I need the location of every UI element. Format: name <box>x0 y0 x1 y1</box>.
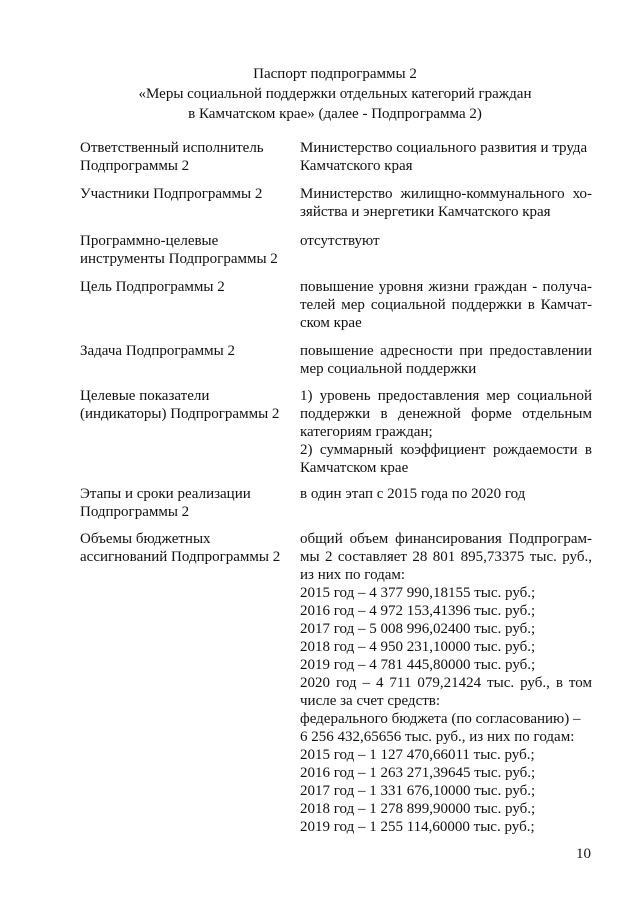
row-value <box>300 342 592 378</box>
row-label <box>80 387 292 423</box>
value-line: 2019 год – 4 781 445,80000 тыс. руб.; <box>300 657 536 673</box>
row-label <box>80 139 292 175</box>
label-line: (индикаторы) Подпрограммы 2 <box>80 406 280 422</box>
value-line: повышение уровня жизни граждан - получа- <box>300 279 592 295</box>
label-line: ассигнований Подпрограммы 2 <box>80 549 281 565</box>
value-line: 1) уровень предоставления мер социальной <box>300 388 592 404</box>
value-line: мер социальной поддержки <box>300 361 477 377</box>
row-label <box>80 530 292 566</box>
value-line: общий объем финансирования Подпрограм- <box>300 531 592 547</box>
value-line: в один этап с 2015 года по 2020 год <box>300 486 526 502</box>
value-line: Министерство социального развития и труда <box>300 140 588 156</box>
label-line: Подпрограммы 2 <box>80 158 190 174</box>
value-line: числе за счет средств: <box>300 693 441 709</box>
row-label <box>80 342 292 360</box>
row-label <box>80 485 292 521</box>
value-line: федерального бюджета (по согласованию) – <box>300 711 581 727</box>
value-line: 6 256 432,65656 тыс. руб., из них по годам: <box>300 729 575 745</box>
value-line: 2015 год – 4 377 990,18155 тыс. руб.; <box>300 585 536 601</box>
value-line: 2017 год – 1 331 676,10000 тыс. руб.; <box>300 783 536 799</box>
page-number: 10 <box>576 846 591 862</box>
label-line: Целевые показатели <box>80 388 210 404</box>
row-label <box>80 278 292 296</box>
label-line: Объемы бюджетных <box>80 531 211 547</box>
title-line: «Меры социальной поддержки отдельных категорий граждан <box>138 86 532 102</box>
row-value <box>300 387 592 477</box>
title-line: в Камчатском крае» (далее - Подпрограмма 2) <box>188 106 482 122</box>
value-line: телей мер социальной поддержки в Камчат- <box>300 297 592 313</box>
label-line: Этапы и сроки реализации <box>80 486 251 502</box>
label-line: Участники Подпрограммы 2 <box>80 186 263 202</box>
value-line: 2019 год – 1 255 114,60000 тыс. руб.; <box>300 819 535 835</box>
value-line: из них по годам: <box>300 567 406 583</box>
row-label <box>80 185 292 203</box>
value-line: 2015 год – 1 127 470,66011 тыс. руб.; <box>300 747 535 763</box>
label-line: Задача Подпрограммы 2 <box>80 343 235 359</box>
value-line: категориям граждан; <box>300 424 433 440</box>
value-line: зяйства и энергетики Камчатского края <box>300 204 551 220</box>
title-line: Паспорт подпрограммы 2 <box>253 66 417 82</box>
value-line: Камчатском крае <box>300 460 409 476</box>
label-line: Подпрограммы 2 <box>80 504 190 520</box>
value-line: 2018 год – 4 950 231,10000 тыс. руб.; <box>300 639 536 655</box>
value-line: поддержки в денежной форме отдельным <box>300 406 592 422</box>
row-value <box>300 185 592 221</box>
value-line: отсутствуют <box>300 233 380 249</box>
label-line: инструменты Подпрограммы 2 <box>80 251 278 267</box>
value-line: 2018 год – 1 278 899,90000 тыс. руб.; <box>300 801 536 817</box>
value-line: Министерство жилищно-коммунального хо- <box>300 186 592 202</box>
row-value <box>300 278 592 332</box>
label-line: Ответственный исполнитель <box>80 140 264 156</box>
value-line: 2020 год – 4 711 079,21424 тыс. руб., в том <box>300 675 592 691</box>
value-line: 2016 год – 1 263 271,39645 тыс. руб.; <box>300 765 536 781</box>
label-line: Цель Подпрограммы 2 <box>80 279 225 295</box>
value-line: 2016 год – 4 972 153,41396 тыс. руб.; <box>300 603 536 619</box>
value-line: Камчатского края <box>300 158 413 174</box>
row-value <box>300 530 592 836</box>
passport-title <box>80 64 590 124</box>
row-label <box>80 232 292 268</box>
row-value <box>300 485 592 503</box>
value-line: 2017 год – 5 008 996,02400 тыс. руб.; <box>300 621 536 637</box>
label-line: Программно-целевые <box>80 233 219 249</box>
row-value <box>300 139 592 175</box>
value-line: мы 2 составляет 28 801 895,73375 тыс. руб., <box>300 549 592 565</box>
value-line: 2) суммарный коэффициент рождаемости в <box>300 442 592 458</box>
value-line: повышение адресности при предоставлении <box>300 343 592 359</box>
value-line: ском крае <box>300 315 362 331</box>
row-value <box>300 232 592 250</box>
